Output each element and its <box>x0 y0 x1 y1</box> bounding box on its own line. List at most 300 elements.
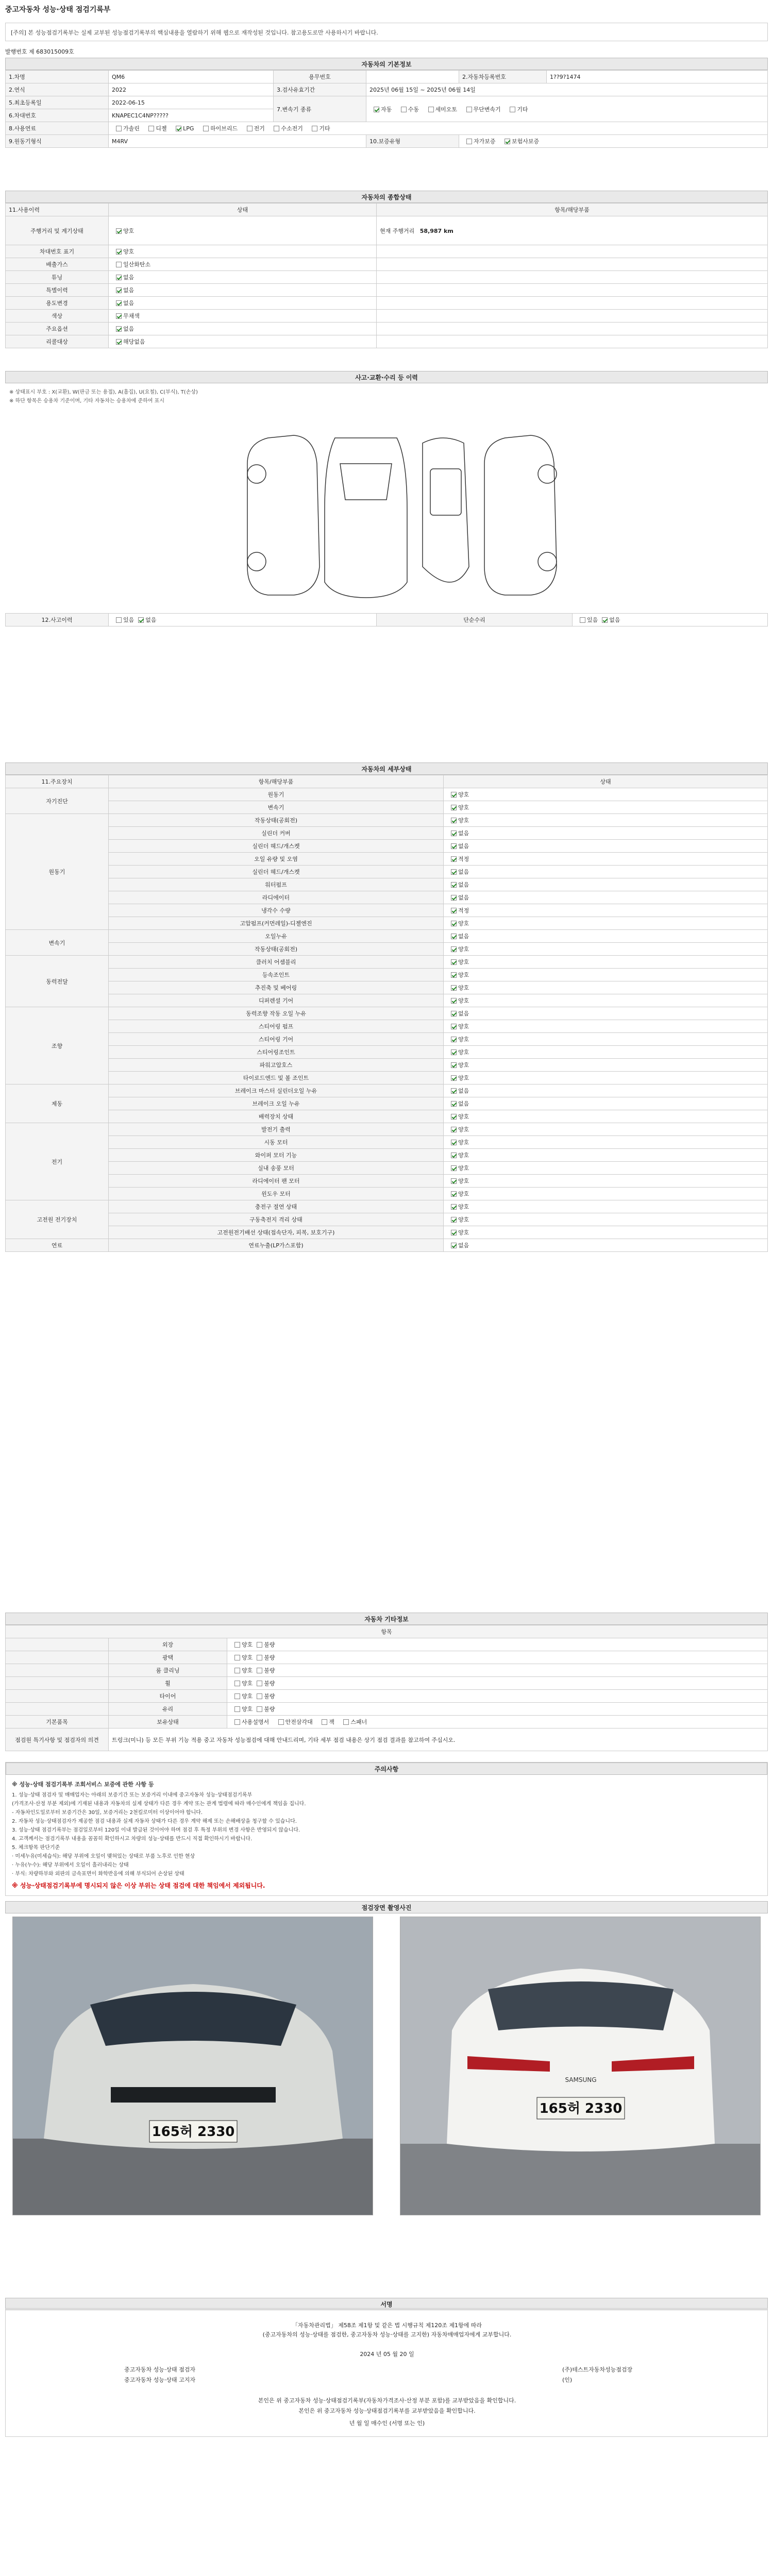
checkbox-icon[interactable] <box>451 921 457 926</box>
summary-row-label: 리콜대상 <box>6 335 109 348</box>
checkbox-icon[interactable] <box>602 617 608 623</box>
detail-group: 전기 <box>6 1123 109 1200</box>
notes-line: 1. 성능·상태 점검자 및 매매업자는 아래의 보증기간 또는 보증거리 이내에 중고자동차 성능·상태점검기록부 <box>12 1792 253 1798</box>
detail-row <box>6 1110 768 1123</box>
detail-item-state: 양호 <box>444 1149 768 1162</box>
detail-item-state: 없음 <box>444 1097 768 1110</box>
checkbox-icon[interactable] <box>257 1642 262 1648</box>
inspector-label: 중고자동차 성능·상태 점검자 <box>124 2366 196 2373</box>
label-car-name: 1.차명 <box>6 71 109 83</box>
notes-warning: ※ 성능·상태점검기록부에 명시되지 않은 이상 부위는 상태 점검에 대한 책임에서 제외됩니다. <box>12 1882 265 1889</box>
checkbox-icon[interactable] <box>451 882 457 888</box>
checkbox-icon[interactable] <box>451 831 457 836</box>
checkbox-icon[interactable] <box>116 228 122 234</box>
checkbox-icon[interactable] <box>580 617 585 623</box>
detail-item-state: 없음 <box>444 840 768 853</box>
legend-line: ※ 상태표시 부호 : X(교환), W(판금 또는 용접), A(흠집), U(요철), C(부식), T(손상) <box>9 389 198 395</box>
checkbox-icon[interactable] <box>510 107 515 112</box>
detail-item-state: 양호 <box>444 801 768 814</box>
detail-group: 조향 <box>6 1007 109 1084</box>
tools-label: 기본품목 <box>6 1716 109 1728</box>
checkbox-icon[interactable] <box>451 818 457 823</box>
detail-item-name: 배력장치 상태 <box>109 1110 444 1123</box>
detail-table <box>5 775 768 1252</box>
detail-item-state: 양호 <box>444 814 768 827</box>
checkbox-icon[interactable] <box>451 1062 457 1068</box>
checkbox-icon[interactable] <box>138 617 144 623</box>
checkbox-icon[interactable] <box>451 1114 457 1120</box>
checkbox-icon[interactable] <box>451 1217 457 1223</box>
exterior-section <box>5 371 768 690</box>
notes-line: (가격조사·산정 부분 제외)에 기재된 내용과 자동차의 실제 상태가 다른 경우 계약 또는 관계 법령에 따라 매수인에게 책임을 집니다. <box>12 1801 306 1807</box>
detail-item-state: 양호 <box>444 1162 768 1175</box>
detail-item-name: 실린더 헤드/개스켓 <box>109 866 444 878</box>
detail-item-state: 없음 <box>444 1084 768 1097</box>
detail-row <box>6 891 768 904</box>
detail-group: 연료 <box>6 1239 109 1252</box>
detail-group: 자기진단 <box>6 788 109 814</box>
checkbox-icon[interactable] <box>451 1101 457 1107</box>
detail-row <box>6 878 768 891</box>
other-row: 광택 양호 불량 <box>6 1651 768 1664</box>
summary-table: 11.사용이력 상태 항목/해당부품 주행거리 및 계기상태 양호 현재 주행거리 58,987 km 차대번호 표기 양호 배출가스 일산화탄소 튜닝 없음 특별이력 없음 용도변경 없음 색상 무채색 주요옵션 없음 리콜대상 해당없음 <box>5 203 768 348</box>
summary-row-label: 색상 <box>6 310 109 323</box>
other-row-label: 외장 <box>109 1638 227 1651</box>
document <box>3 0 770 2576</box>
detail-item-state: 양호 <box>444 1188 768 1200</box>
checkbox-icon[interactable] <box>116 287 122 293</box>
other-row: 유리 양호 불량 <box>6 1703 768 1716</box>
repair-label: 단순수리 <box>377 614 573 626</box>
photo-front <box>12 1917 373 2215</box>
summary-header-item: 항목/해당부품 <box>377 204 768 216</box>
label-engine: 9.원동기형식 <box>6 135 109 148</box>
checkbox-icon[interactable] <box>234 1655 240 1660</box>
notes-line: 3. 성능·상태 점검기록부는 점검일로부터 120일 이내 발급된 것이어야 하며 점검 후 특정 부위의 변경 사항은 반영되지 않습니다. <box>12 1827 300 1833</box>
detail-item-state: 없음 <box>444 1007 768 1020</box>
detail-title: 자동차의 세부상태 <box>5 762 768 775</box>
detail-item-state: 양호 <box>444 994 768 1007</box>
notes-line: 2. 자동차 성능·상태점검자가 제공한 점검 내용과 실제 자동차 상태가 다른 경우 계약 해제 또는 손해배상을 청구할 수 있습니다. <box>12 1819 297 1824</box>
value-inspection-period: 2025년 06월 15일 ~ 2025년 06월 14일 <box>366 83 768 96</box>
detail-row <box>6 1200 768 1213</box>
tools-options: 사용설명서 안전삼각대 잭 스패너 <box>227 1716 768 1728</box>
notes-list <box>6 1775 767 1895</box>
checkbox-icon[interactable] <box>257 1681 262 1686</box>
summary-row-label: 주행거리 및 계기상태 <box>6 216 109 245</box>
tools-value: 보유상태 <box>109 1716 227 1728</box>
checkbox-icon[interactable] <box>451 946 457 952</box>
detail-row <box>6 1149 768 1162</box>
checkbox-icon[interactable] <box>505 139 510 144</box>
detail-item-name: 스티어링 기어 <box>109 1033 444 1046</box>
detail-row <box>6 1162 768 1175</box>
detail-item-state: 없음 <box>444 891 768 904</box>
notes-line: 5. 체크항목 판단기준 <box>12 1845 60 1851</box>
value-plate: 1??9?1474 <box>547 71 768 83</box>
summary-row-label: 튜닝 <box>6 271 109 284</box>
detail-item-name: 실내 송풍 모터 <box>109 1162 444 1175</box>
detail-item-state: 적정 <box>444 853 768 866</box>
detail-item-state: 양호 <box>444 1200 768 1213</box>
detail-row <box>6 1007 768 1020</box>
detail-group: 원동기 <box>6 814 109 930</box>
summary-section <box>5 191 768 348</box>
detail-item-name: 스티어링조인트 <box>109 1046 444 1059</box>
warranty-options: 자가보증 보험사보증 <box>459 135 768 148</box>
checkbox-icon[interactable] <box>451 1075 457 1081</box>
detail-item-state: 양호 <box>444 1110 768 1123</box>
detail-row <box>6 1097 768 1110</box>
accident-label: 12.사고이력 <box>6 614 109 626</box>
detail-header-state: 상태 <box>444 775 768 788</box>
checkbox-icon[interactable] <box>451 1049 457 1055</box>
detail-row <box>6 1213 768 1226</box>
detail-item-name: 고압펌프(커먼레일)-디젤엔진 <box>109 917 444 930</box>
checkbox-icon[interactable] <box>451 1037 457 1042</box>
detail-row <box>6 930 768 943</box>
checkbox-icon[interactable] <box>312 126 317 131</box>
other-row-label: 유리 <box>109 1703 227 1716</box>
summary-header-state: 상태 <box>109 204 377 216</box>
detail-row <box>6 814 768 827</box>
checkbox-icon[interactable] <box>234 1642 240 1648</box>
notifier-value: (인) <box>562 2377 573 2383</box>
checkbox-icon[interactable] <box>451 1088 457 1094</box>
other-table <box>5 1625 768 1751</box>
checkbox-icon[interactable] <box>451 792 457 798</box>
plate-rear: 165허 2330 <box>539 2101 623 2116</box>
checkbox-icon[interactable] <box>451 998 457 1004</box>
inspector-value: (주)테스트자동차성능점검장 <box>562 2366 633 2373</box>
detail-item-state: 양호 <box>444 969 768 981</box>
checkbox-icon[interactable] <box>451 805 457 810</box>
notes-heading: ※ 성능·상태 점검기록부 조회서비스 보증에 관한 사항 등 <box>12 1781 154 1788</box>
checkbox-icon[interactable] <box>257 1668 262 1673</box>
other-row-label: 광택 <box>109 1651 227 1664</box>
checkbox-icon[interactable] <box>401 107 407 112</box>
checkbox-icon[interactable] <box>451 908 457 913</box>
detail-header-device: 11.주요장치 <box>6 775 109 788</box>
detail-row <box>6 1020 768 1033</box>
detail-item-name: 워터펌프 <box>109 878 444 891</box>
photos-section <box>5 1901 768 1913</box>
detail-row <box>6 956 768 969</box>
detail-item-state: 양호 <box>444 1123 768 1136</box>
value-car-name: QM6 <box>109 71 274 83</box>
other-section <box>5 1613 768 1751</box>
other-row: 룸 클리닝 양호 불량 <box>6 1664 768 1677</box>
detail-row <box>6 1239 768 1252</box>
detail-header-item: 항목/해당부품 <box>109 775 444 788</box>
detail-item-name: 라디에이터 <box>109 891 444 904</box>
detail-row <box>6 969 768 981</box>
sign-date: 2024 년 05 월 20 일 <box>360 2351 414 2358</box>
detail-item-name: 등속조인트 <box>109 969 444 981</box>
photo-rear <box>400 1917 761 2215</box>
legend-line-2: ※ 하단 항목은 승용차 기준이며, 기타 자동차는 승용차에 준하여 표시 <box>9 398 164 404</box>
detail-item-state: 양호 <box>444 1072 768 1084</box>
buyer-sign-row: 년 월 일 매수인 (서명 또는 인) <box>349 2420 425 2427</box>
detail-item-name: 윈도우 모터 <box>109 1188 444 1200</box>
checkbox-icon[interactable] <box>451 1243 457 1248</box>
detail-group: 고전원 전기장치 <box>6 1200 109 1239</box>
detail-row <box>6 1046 768 1059</box>
detail-row <box>6 917 768 930</box>
summary-row-label: 주요옵션 <box>6 323 109 335</box>
notes-line: - 자동차인도일로부터 보증기간은 30일, 보증거리는 2천킬로미터 이상이어야 합니다. <box>12 1810 203 1816</box>
checkbox-icon[interactable] <box>451 856 457 862</box>
detail-row <box>6 1123 768 1136</box>
checkbox-icon[interactable] <box>176 126 181 131</box>
checkbox-icon[interactable] <box>148 126 154 131</box>
checkbox-icon[interactable] <box>116 275 122 280</box>
detail-row <box>6 981 768 994</box>
detail-item-name: 스티어링 펌프 <box>109 1020 444 1033</box>
detail-row <box>6 840 768 853</box>
other-title: 자동차 기타정보 <box>5 1613 768 1625</box>
detail-item-state: 양호 <box>444 981 768 994</box>
plate-front: 165허 2330 <box>152 2124 235 2140</box>
detail-row <box>6 827 768 840</box>
detail-item-name: 와이퍼 모터 기능 <box>109 1149 444 1162</box>
photos-title: 점검장면 촬영사진 <box>5 1901 768 1913</box>
label-warranty: 10.보증유형 <box>366 135 459 148</box>
checkbox-icon[interactable] <box>274 126 279 131</box>
transmission-options: 자동 수동 세미오토 무단변속기 기타 <box>366 96 768 122</box>
checkbox-icon[interactable] <box>322 1719 327 1725</box>
checkbox-icon[interactable] <box>234 1693 240 1699</box>
label-vin: 6.차대번호 <box>6 109 109 122</box>
label-plate: 2.자동차등록번호 <box>459 71 547 83</box>
detail-row <box>6 943 768 956</box>
detail-row <box>6 1033 768 1046</box>
notes-line: · 미세누유(미세습식): 해당 부위에 오일이 맺혀있는 상태로 부품 노후로 인한 현상 <box>12 1854 195 1859</box>
checkbox-icon[interactable] <box>466 107 472 112</box>
checkbox-icon[interactable] <box>466 139 472 144</box>
exterior-title: 사고·교환·수리 등 이력 <box>5 371 768 383</box>
checkbox-icon[interactable] <box>234 1706 240 1712</box>
detail-item-name: 클러치 어셈블리 <box>109 956 444 969</box>
checkbox-icon[interactable] <box>451 1178 457 1184</box>
checkbox-icon[interactable] <box>451 1204 457 1210</box>
detail-item-state: 양호 <box>444 1226 768 1239</box>
checkbox-icon[interactable] <box>451 843 457 849</box>
detail-item-state: 양호 <box>444 917 768 930</box>
mileage-value: 58,987 km <box>419 227 453 234</box>
summary-row-label: 배출가스 <box>6 258 109 271</box>
notice-box: [주의] 본 성능점검기록부는 실제 교부된 성능점검기록부의 핵심내용을 열람하기 위해 웹으로 재작성된 것입니다. 참고용도로만 사용하시기 바랍니다. <box>5 23 768 41</box>
detail-item-state: 양호 <box>444 1175 768 1188</box>
checkbox-icon[interactable] <box>116 326 122 332</box>
checkbox-icon[interactable] <box>278 1719 284 1725</box>
doc-title: 중고자동차 성능·상태 점검기록부 <box>5 6 111 14</box>
detail-item-state: 없음 <box>444 878 768 891</box>
checkbox-icon[interactable] <box>116 300 122 306</box>
summary-title: 자동차의 종합상태 <box>5 191 768 203</box>
detail-item-name: 오일 유량 및 오염 <box>109 853 444 866</box>
detail-row <box>6 866 768 878</box>
label-inspection-period: 3.검사유효기간 <box>274 83 366 96</box>
detail-item-state: 적정 <box>444 904 768 917</box>
basic-info-table <box>5 70 768 148</box>
value-year: 2022 <box>109 83 274 96</box>
detail-item-name: 원동기 <box>109 788 444 801</box>
detail-item-name: 실린더 헤드/개스켓 <box>109 840 444 853</box>
checkbox-icon[interactable] <box>374 107 379 112</box>
notes-section <box>5 1762 768 1896</box>
notes-line: · 부식: 차량하부와 외판의 금속표면이 화학반응에 의해 부식되어 손상된 상태 <box>12 1871 184 1877</box>
detail-item-name: 충전구 절연 상태 <box>109 1200 444 1213</box>
detail-row <box>6 801 768 814</box>
value-engine: M4RV <box>109 135 366 148</box>
detail-item-state: 양호 <box>444 1020 768 1033</box>
detail-item-name: 고전원전기배선 상태(접속단자, 피복, 보호기구) <box>109 1226 444 1239</box>
checkbox-icon[interactable] <box>451 1153 457 1158</box>
summary-row-label: 차대번호 표기 <box>6 245 109 258</box>
checkbox-icon[interactable] <box>234 1719 240 1725</box>
checkbox-icon[interactable] <box>116 126 122 131</box>
other-row: 타이어 양호 불량 <box>6 1690 768 1703</box>
summary-header-use: 11.사용이력 <box>6 204 109 216</box>
detail-item-name: 브레이크 마스터 실린더오일 누유 <box>109 1084 444 1097</box>
other-row: 외장 양호 불량 <box>6 1638 768 1651</box>
detail-group: 변속기 <box>6 930 109 956</box>
checkbox-icon[interactable] <box>343 1719 349 1725</box>
checkbox-icon[interactable] <box>234 1668 240 1673</box>
detail-row <box>6 1175 768 1188</box>
detail-row <box>6 1072 768 1084</box>
detail-group: 동력전달 <box>6 956 109 1007</box>
detail-row <box>6 1188 768 1200</box>
detail-item-name: 브레이크 오일 누유 <box>109 1097 444 1110</box>
badge-text: SAMSUNG <box>565 2076 597 2083</box>
checkbox-icon[interactable] <box>451 1127 457 1132</box>
checkbox-icon[interactable] <box>116 617 122 623</box>
checkbox-icon[interactable] <box>451 1011 457 1016</box>
detail-row <box>6 994 768 1007</box>
detail-row <box>6 1084 768 1097</box>
other-row-label: 휠 <box>109 1677 227 1690</box>
checkbox-icon[interactable] <box>116 313 122 319</box>
notes-line: · 누유(누수): 해당 부위에서 오일이 흘러내리는 상태 <box>12 1862 129 1868</box>
detail-item-name: 파워고압호스 <box>109 1059 444 1072</box>
detail-item-name: 발전기 출력 <box>109 1123 444 1136</box>
checkbox-icon[interactable] <box>451 869 457 875</box>
checkbox-icon[interactable] <box>451 972 457 978</box>
other-row-label: 타이어 <box>109 1690 227 1703</box>
detail-item-state: 양호 <box>444 943 768 956</box>
checkbox-icon[interactable] <box>257 1693 262 1699</box>
basic-info-title: 자동차의 기본정보 <box>5 58 768 70</box>
sign-title: 서명 <box>5 2298 768 2310</box>
checkbox-icon[interactable] <box>451 1165 457 1171</box>
value-vin: KNAPEC1C4NP????? <box>109 109 274 122</box>
other-row-label: 룸 클리닝 <box>109 1664 227 1677</box>
checkbox-icon[interactable] <box>451 1024 457 1029</box>
sign-intro-2: (중고자동차의 성능·상태를 점검한, 중고자동차 성능·상태를 고지한) 자동차매매업자에게 교부합니다. <box>262 2331 512 2338</box>
detail-item-state: 양호 <box>444 1059 768 1072</box>
checkbox-icon[interactable] <box>451 934 457 939</box>
checkbox-icon[interactable] <box>247 126 253 131</box>
opinion-value: 트렁크(미니) 등 모든 부위 기능 적용 중고 자동차 성능점검에 대해 안내드리며, 기타 세부 점검 내용은 상기 점검 결과를 참고하여 주십시오. <box>109 1728 768 1751</box>
detail-row <box>6 904 768 917</box>
detail-item-name: 추진축 및 베어링 <box>109 981 444 994</box>
detail-item-name: 변속기 <box>109 801 444 814</box>
detail-row <box>6 788 768 801</box>
notes-line: 4. 고객께서는 점검기록부 내용을 꼼꼼히 확인하시고 차량의 성능·상태를 반드시 직접 확인하시기 바랍니다. <box>12 1836 253 1842</box>
detail-item-name: 시동 모터 <box>109 1136 444 1149</box>
detail-row <box>6 1136 768 1149</box>
label-use: 용무번호 <box>274 71 366 83</box>
detail-item-state: 없음 <box>444 930 768 943</box>
checkbox-icon[interactable] <box>203 126 209 131</box>
label-year: 2.연식 <box>6 83 109 96</box>
checkbox-icon[interactable] <box>116 339 122 345</box>
detail-item-state: 양호 <box>444 1046 768 1059</box>
detail-item-name: 작동상태(공회전) <box>109 814 444 827</box>
car-diagram <box>5 397 768 629</box>
other-sub: 항목 <box>6 1625 768 1638</box>
value-first-reg: 2022-06-15 <box>109 96 274 109</box>
opinion-label: 점검원 특기사항 및 점검자의 의견 <box>6 1728 109 1751</box>
accident-table: 12.사고이력 있음 없음 단순수리 있음 없음 <box>5 613 768 626</box>
detail-item-state: 양호 <box>444 1033 768 1046</box>
car-front-image <box>13 1917 373 2215</box>
detail-item-name: 디퍼렌셜 기어 <box>109 994 444 1007</box>
fuel-options: 가솔린 디젤 LPG 하이브리드 전기 수소전기 기타 <box>109 122 768 135</box>
detail-item-name: 구동축전지 격리 상태 <box>109 1213 444 1226</box>
detail-section <box>5 762 768 1252</box>
detail-item-state: 양호 <box>444 1213 768 1226</box>
detail-item-state: 양호 <box>444 956 768 969</box>
notes-title: 주의사항 <box>6 1762 767 1775</box>
detail-item-name: 타이로드엔드 및 볼 조인트 <box>109 1072 444 1084</box>
doc-number: 발행번호 제 683015009호 <box>5 48 74 55</box>
checkbox-icon[interactable] <box>428 107 434 112</box>
checkbox-icon[interactable] <box>451 1140 457 1145</box>
checkbox-icon[interactable] <box>116 262 122 267</box>
label-first-reg: 5.최초등록일 <box>6 96 109 109</box>
detail-row <box>6 1059 768 1072</box>
detail-group: 제동 <box>6 1084 109 1123</box>
detail-item-state: 양호 <box>444 1136 768 1149</box>
label-transmission: 7.변속기 종류 <box>274 96 366 122</box>
checkbox-icon[interactable] <box>451 959 457 965</box>
detail-row <box>6 853 768 866</box>
other-row: 휠 양호 불량 <box>6 1677 768 1690</box>
checkbox-icon[interactable] <box>451 1191 457 1197</box>
label-fuel: 8.사용연료 <box>6 122 109 135</box>
detail-item-name: 오일누유 <box>109 930 444 943</box>
detail-item-state: 없음 <box>444 827 768 840</box>
notifier-label: 중고자동차 성능·상태 고지자 <box>124 2377 196 2383</box>
checkbox-icon[interactable] <box>451 895 457 901</box>
checkbox-icon[interactable] <box>257 1655 262 1660</box>
sign-intro: 「자동차관리법」 제58조 제1항 및 같은 법 시행규칙 제120조 제1항에 따라 <box>292 2322 482 2329</box>
summary-row-label: 특별이력 <box>6 284 109 297</box>
sign-section <box>5 2308 768 2437</box>
checkbox-icon[interactable] <box>451 1230 457 1235</box>
detail-item-name: 냉각수 수량 <box>109 904 444 917</box>
checkbox-icon[interactable] <box>257 1706 262 1712</box>
detail-item-name: 동력조향 작동 오일 누유 <box>109 1007 444 1020</box>
checkbox-icon[interactable] <box>234 1681 240 1686</box>
detail-item-state: 없음 <box>444 1239 768 1252</box>
receiver-line: 본인은 위 중고자동차 성능·상태점검기록부(자동차가격조사·산정 부분 포함)를 교부받았음을 확인합니다. <box>258 2397 516 2404</box>
checkbox-icon[interactable] <box>451 985 457 991</box>
checkbox-icon[interactable] <box>116 249 122 255</box>
